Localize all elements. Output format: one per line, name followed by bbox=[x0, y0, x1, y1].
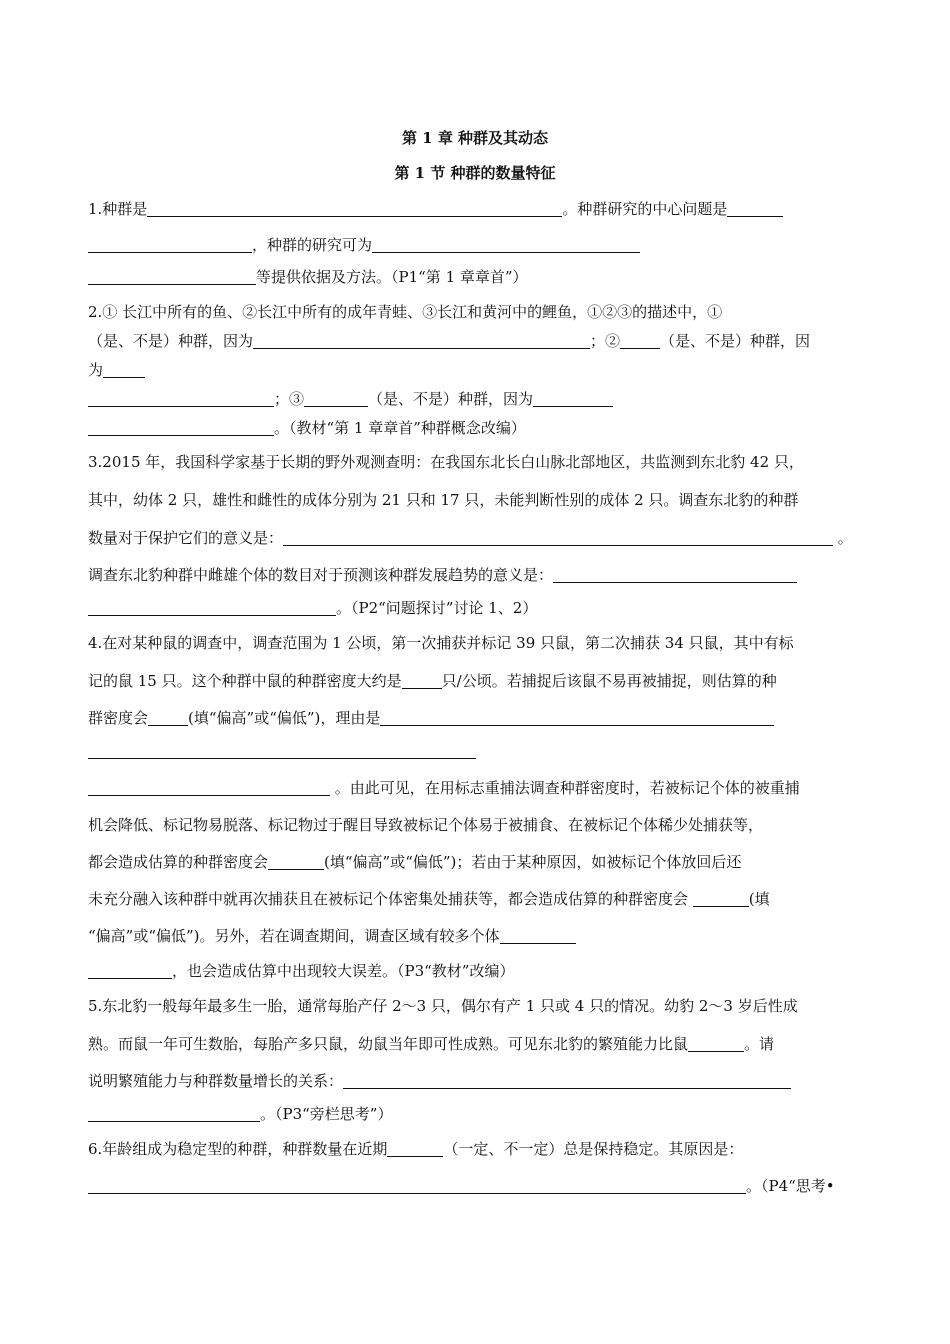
answer-blank[interactable] bbox=[147, 201, 562, 217]
q4-line-6: 机会降低、标记物易脱落、标记物过于醒目导致被标记个体易于被捕食、在被标记个体稀少处捕获等， bbox=[88, 816, 764, 834]
q3-line-2: 其中，幼体 2 只，雄性和雌性的成体分别为 21 只和 17 只，未能判断性别的成体 2 只。调查东北豹的种群 bbox=[88, 491, 799, 509]
answer-blank[interactable] bbox=[283, 530, 833, 546]
q5-line-3: 说明繁殖能力与种群数量增长的关系： bbox=[88, 1071, 791, 1091]
q3-line-5: 。（P2“问题探讨”讨论 1、2） bbox=[88, 598, 537, 618]
q4-line-9: “偏高”或“偏低”)。另外，若在调查期间，调查区域有较多个体 bbox=[88, 926, 576, 946]
answer-blank[interactable] bbox=[253, 333, 590, 349]
answer-blank[interactable] bbox=[268, 854, 324, 870]
q5-line-1: 5.东北豹一般每年最多生一胎，通常每胎产仔 2～3 只，偶尔有产 1 只或 4 只的情况。幼豹 2～3 岁后性成 bbox=[88, 997, 798, 1015]
answer-blank[interactable] bbox=[88, 743, 476, 759]
q4-line-1: 4.在对某种鼠的调查中，调查范围为 1 公顷，第一次捕获并标记 39 只鼠，第二次捕获 34 只鼠，其中有标 bbox=[88, 634, 794, 652]
answer-blank[interactable] bbox=[304, 391, 368, 407]
q4-line-5: 。由此可见，在用标志重捕法调查种群密度时，若被标记个体的被重捕 bbox=[88, 778, 800, 798]
answer-blank[interactable] bbox=[88, 269, 256, 285]
answer-blank[interactable] bbox=[387, 1141, 443, 1157]
q1-line-1: 1.种群是 。种群研究的中心问题是 bbox=[88, 199, 783, 219]
q2-line-4: ；③ （是、不是）种群，因为 bbox=[88, 389, 613, 409]
answer-blank[interactable] bbox=[88, 600, 336, 616]
answer-blank[interactable] bbox=[148, 710, 188, 726]
q6-line-2: 。（P4“思考• bbox=[88, 1176, 835, 1196]
q3-line-1: 3.2015 年，我国科学家基于长期的野外观测查明：在我国东北长白山脉北部地区，共监测到东北豹 42 只， bbox=[88, 453, 804, 471]
answer-blank[interactable] bbox=[688, 1036, 744, 1052]
answer-blank[interactable] bbox=[620, 333, 660, 349]
q4-line-4 bbox=[88, 741, 476, 761]
answer-blank[interactable] bbox=[88, 420, 274, 436]
answer-blank[interactable] bbox=[372, 237, 640, 253]
answer-blank[interactable] bbox=[693, 891, 749, 907]
q1-line-3: 等提供依据及方法。（P1“第 1 章章首”） bbox=[88, 267, 528, 287]
answer-blank[interactable] bbox=[88, 780, 330, 796]
q2-line-1: 2.① 长江中所有的鱼、②长江中所有的成年青蛙、③长江和黄河中的鲤鱼，①②③的描述中，① bbox=[88, 303, 723, 321]
q4-line-2: 记的鼠 15 只。这个种群中鼠的种群密度大约是 只/公顷。若捕捉后该鼠不易再被捕捉，则估算的种 bbox=[88, 672, 777, 690]
answer-blank[interactable] bbox=[533, 391, 613, 407]
q2-line-5: 。（教材“第 1 章章首”种群概念改编） bbox=[88, 418, 526, 438]
q4-line-8: 未充分融入该种群中就再次捕获且在被标记个体密集处捕获等，都会造成估算的种群密度会 (填 bbox=[88, 890, 770, 908]
section-title: 第 1 节 种群的数量特征 bbox=[394, 164, 556, 182]
answer-blank[interactable] bbox=[402, 673, 442, 689]
answer-blank[interactable] bbox=[88, 1106, 260, 1122]
q5-line-4: 。（P3“旁栏思考”） bbox=[88, 1104, 392, 1124]
q2-line-3: 为 bbox=[88, 360, 145, 380]
q6-line-1: 6.年龄组成为稳定型的种群，种群数量在近期 （一定、不一定）总是保持稳定。其原因是： bbox=[88, 1140, 744, 1158]
answer-blank[interactable] bbox=[88, 1178, 746, 1194]
answer-blank[interactable] bbox=[500, 928, 576, 944]
q3-line-3: 数量对于保护它们的意义是： 。 bbox=[88, 529, 853, 547]
answer-blank[interactable] bbox=[88, 237, 252, 253]
answer-blank[interactable] bbox=[727, 201, 783, 217]
answer-blank[interactable] bbox=[88, 391, 274, 407]
q1-line-2: ，种群的研究可为 bbox=[88, 235, 640, 255]
answer-blank[interactable] bbox=[103, 362, 145, 378]
q5-line-2: 熟。而鼠一年可生数胎，每胎产多只鼠，幼鼠当年即可性成熟。可见东北豹的繁殖能力比鼠 。请 bbox=[88, 1035, 775, 1053]
answer-blank[interactable] bbox=[343, 1073, 791, 1089]
q4-line-10: ，也会造成估算中出现较大误差。（P3“教材”改编） bbox=[88, 961, 514, 981]
q4-line-3: 群密度会 (填“偏高”或“偏低”)，理由是 bbox=[88, 708, 774, 728]
answer-blank[interactable] bbox=[380, 710, 774, 726]
q4-line-7: 都会造成估算的种群密度会 (填“偏高”或“偏低”)；若由于某种原因，如被标记个体放回后还 bbox=[88, 853, 742, 871]
chapter-title: 第 1 章 种群及其动态 bbox=[401, 129, 549, 147]
q2-line-2: （是、不是）种群，因为 ；② （是、不是）种群，因 bbox=[88, 332, 811, 350]
answer-blank[interactable] bbox=[553, 567, 797, 583]
answer-blank[interactable] bbox=[88, 963, 172, 979]
q3-line-4: 调查东北豹种群中雌雄个体的数目对于预测该种群发展趋势的意义是： bbox=[88, 565, 797, 585]
